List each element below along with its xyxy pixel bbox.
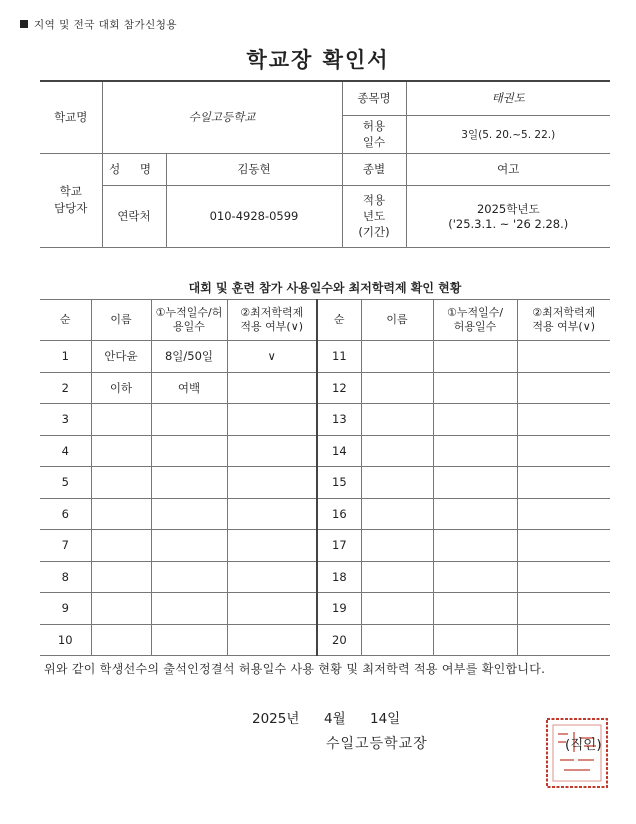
page-title: 학교장 확인서 [246, 48, 390, 72]
table-cell-no2: 12 [317, 372, 361, 404]
table-cell-no2: 18 [317, 561, 361, 593]
table-cell-check2 [517, 561, 610, 593]
table-cell-name [91, 435, 151, 467]
column-header: 이름 [361, 300, 433, 341]
period-year: 2025학년도 [476, 202, 540, 216]
school-label: 학교명 [40, 81, 102, 153]
table-row [40, 372, 610, 404]
table-cell-check [227, 498, 317, 530]
table-cell-days: 여백 [151, 372, 227, 404]
table-cell-days [151, 561, 227, 593]
table-cell-days [151, 593, 227, 625]
table-cell-name2 [361, 624, 433, 656]
table-row [40, 530, 610, 562]
table-cell-no2: 17 [317, 530, 361, 562]
column-header: ②최저학력제 적용 여부(∨) [227, 300, 317, 341]
status-caption: 대회 및 훈련 참가 사용일수와 최저학력제 확인 현황 [40, 275, 610, 300]
manager-label: 학교 담당자 [40, 153, 102, 247]
date-day: 14일 [370, 711, 401, 727]
table-cell-name [91, 593, 151, 625]
table-cell-days2 [433, 624, 517, 656]
table-cell-name [91, 624, 151, 656]
table-cell-name [91, 467, 151, 499]
name-value: 김동현 [166, 153, 342, 185]
table-cell-days [151, 530, 227, 562]
period-value [406, 185, 610, 247]
table-cell-check2 [517, 593, 610, 625]
table-cell-no2: 13 [317, 404, 361, 436]
table-cell-no: 6 [40, 498, 91, 530]
square-bullet-icon [20, 20, 28, 28]
table-cell-no: 1 [40, 341, 91, 373]
date-year: 2025년 [252, 711, 300, 727]
column-header: ①누적일수/허 용일수 [151, 300, 227, 341]
table-cell-name: 이하 [91, 372, 151, 404]
category-label: 종별 [342, 153, 406, 185]
table-cell-check2 [517, 341, 610, 373]
table-cell-check [227, 624, 317, 656]
status-caption-row [40, 275, 610, 300]
header-note-text: 지역 및 전국 대회 참가신청용 [34, 19, 178, 31]
table-cell-no: 3 [40, 404, 91, 436]
table-cell-no: 9 [40, 593, 91, 625]
period-range: ('25.3.1. ~ '26 2.28.) [448, 217, 569, 231]
table-cell-days2 [433, 467, 517, 499]
table-cell-name2 [361, 498, 433, 530]
event-value: 태권도 [406, 81, 610, 115]
table-cell-check [227, 593, 317, 625]
allowed-days-value: 3일(5. 20.~5. 22.) [406, 115, 610, 153]
table-cell-check [227, 530, 317, 562]
status-header-row [40, 300, 610, 341]
table-cell-check [227, 404, 317, 436]
table-cell-no2: 15 [317, 467, 361, 499]
seal-label: (직인) [565, 737, 602, 753]
info-table [40, 80, 610, 248]
allowed-days-label: 허용 일수 [342, 115, 406, 153]
contact-label: 연락처 [102, 185, 166, 247]
table-cell-check: ∨ [227, 341, 317, 373]
table-cell-no2: 16 [317, 498, 361, 530]
table-cell-days [151, 467, 227, 499]
name-label: 성 명 [102, 153, 166, 185]
table-cell-name2 [361, 467, 433, 499]
header-note [20, 17, 177, 32]
table-cell-check2 [517, 435, 610, 467]
table-row [40, 561, 610, 593]
table-cell-days [151, 498, 227, 530]
table-cell-check2 [517, 624, 610, 656]
table-cell-name2 [361, 404, 433, 436]
table-cell-no: 7 [40, 530, 91, 562]
event-label: 종목명 [342, 81, 406, 115]
table-cell-days: 8일/50일 [151, 341, 227, 373]
table-cell-name [91, 561, 151, 593]
table-cell-no: 2 [40, 372, 91, 404]
table-row [40, 404, 610, 436]
table-row [40, 593, 610, 625]
date-month: 4월 [324, 711, 346, 727]
table-cell-no: 5 [40, 467, 91, 499]
statement: 위와 같이 학생선수의 출석인정결석 허용일수 사용 현황 및 최저학력 적용 여부를 확인합니다. [44, 662, 546, 676]
column-header: ①누적일수/ 허용일수 [433, 300, 517, 341]
column-header: 순 [317, 300, 361, 341]
table-cell-days2 [433, 404, 517, 436]
table-cell-days [151, 404, 227, 436]
table-cell-check2 [517, 404, 610, 436]
table-cell-no: 8 [40, 561, 91, 593]
official-seal-icon [544, 716, 610, 790]
table-cell-days2 [433, 530, 517, 562]
contact-value: 010-4928-0599 [166, 185, 342, 247]
table-cell-days [151, 435, 227, 467]
table-cell-check [227, 372, 317, 404]
table-cell-check [227, 467, 317, 499]
table-cell-days2 [433, 341, 517, 373]
column-header: ②최저학력제 적용 여부(∨) [517, 300, 610, 341]
table-cell-days2 [433, 561, 517, 593]
table-cell-name2 [361, 341, 433, 373]
table-row [40, 341, 610, 373]
table-cell-no2: 11 [317, 341, 361, 373]
table-cell-check2 [517, 372, 610, 404]
table-cell-days2 [433, 593, 517, 625]
table-row [40, 467, 610, 499]
period-label: 적용 년도 (기간) [342, 185, 406, 247]
table-cell-days2 [433, 498, 517, 530]
table-cell-name2 [361, 561, 433, 593]
table-cell-check [227, 561, 317, 593]
table-row [40, 498, 610, 530]
table-cell-name2 [361, 435, 433, 467]
table-cell-no: 4 [40, 435, 91, 467]
category-value: 여고 [406, 153, 610, 185]
table-row [40, 624, 610, 656]
table-cell-name [91, 404, 151, 436]
table-cell-days2 [433, 372, 517, 404]
column-header: 이름 [91, 300, 151, 341]
table-cell-name2 [361, 372, 433, 404]
column-header: 순 [40, 300, 91, 341]
table-cell-days [151, 624, 227, 656]
table-cell-name2 [361, 593, 433, 625]
table-cell-name: 안다윤 [91, 341, 151, 373]
table-cell-name2 [361, 530, 433, 562]
signatory: 수일고등학교장 [326, 736, 428, 752]
table-cell-no2: 20 [317, 624, 361, 656]
table-cell-name [91, 530, 151, 562]
table-cell-no: 10 [40, 624, 91, 656]
table-cell-check2 [517, 530, 610, 562]
table-cell-check2 [517, 467, 610, 499]
table-cell-name [91, 498, 151, 530]
table-cell-check [227, 435, 317, 467]
table-cell-check2 [517, 498, 610, 530]
school-value: 수일고등학교 [102, 81, 342, 153]
table-cell-no2: 19 [317, 593, 361, 625]
table-row [40, 435, 610, 467]
table-cell-days2 [433, 435, 517, 467]
status-table [40, 275, 610, 656]
table-cell-no2: 14 [317, 435, 361, 467]
